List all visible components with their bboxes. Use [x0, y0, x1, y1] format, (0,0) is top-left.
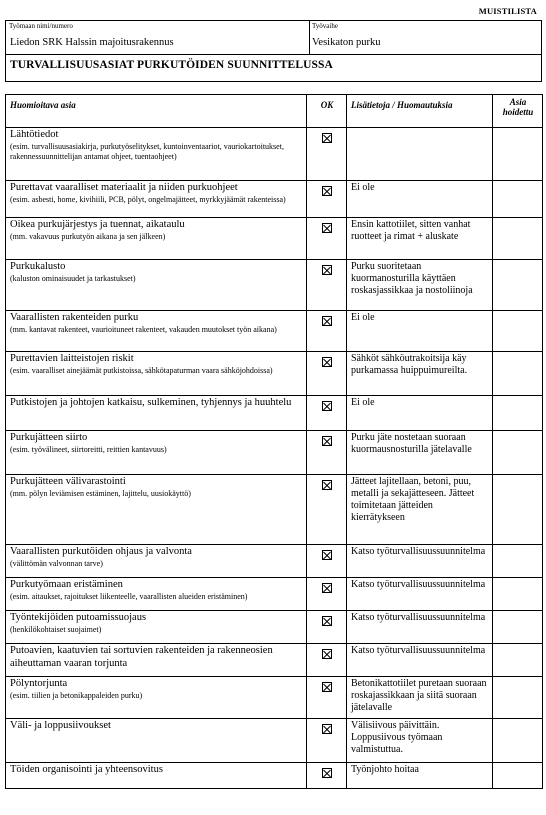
item-title: Vaarallisten purkutöiden ohjaus ja valvonta — [10, 546, 192, 557]
done-cell — [493, 644, 543, 677]
item-description: (esim. työvälineet, siirtoreitti, reittien kantavuus) — [10, 444, 167, 454]
item-cell — [6, 763, 307, 789]
done-cell — [493, 260, 543, 311]
done-cell — [493, 611, 543, 644]
done-cell — [493, 181, 543, 218]
table-row — [6, 218, 543, 260]
checked-box-icon[interactable] — [322, 357, 332, 367]
checked-box-icon[interactable] — [322, 480, 332, 490]
table-row — [6, 644, 543, 677]
site-name-value: Liedon SRK Halssin majoitusrakennus — [10, 37, 174, 48]
done-cell — [493, 545, 543, 578]
note-cell: Välisiivous päivittäin. Loppusiivous työmaan valmistuttua. — [347, 719, 493, 763]
note-cell: Sähköt sähköutrakoitsija käy purkamassa huippuimureilta. — [347, 352, 493, 396]
checked-box-icon[interactable] — [322, 682, 332, 692]
item-title: Purkujätteen välivarastointi — [10, 476, 126, 487]
column-header-done: Asia hoidettu — [493, 95, 543, 128]
table-row — [6, 260, 543, 311]
item-description: (välittömän valvonnan tarve) — [10, 558, 103, 568]
item-description: (esim. aitaukset, rajoitukset liikenteelle, vaarallisten alueiden eristäminen) — [10, 591, 248, 601]
checked-box-icon[interactable] — [322, 186, 332, 196]
item-cell — [6, 311, 307, 352]
item-cell — [6, 644, 307, 677]
table-row — [6, 545, 543, 578]
item-cell — [6, 431, 307, 475]
checked-box-icon[interactable] — [322, 223, 332, 233]
table-row — [6, 431, 543, 475]
ok-cell — [307, 128, 347, 181]
checked-box-icon[interactable] — [322, 649, 332, 659]
checklist-label: MUISTILISTA — [478, 6, 537, 16]
checked-box-icon[interactable] — [322, 724, 332, 734]
table-row — [6, 396, 543, 431]
item-description: (esim. vaaralliset ainejäämät putkistoissa, sähkötapaturman vaara sähköjohdoissa) — [10, 365, 273, 375]
checked-box-icon[interactable] — [322, 768, 332, 778]
ok-cell — [307, 218, 347, 260]
ok-cell — [307, 260, 347, 311]
item-description: (mm. kantavat rakenteet, vaurioituneet rakenteet, vakauden muutokset työn aikana) — [10, 324, 277, 334]
ok-cell — [307, 644, 347, 677]
done-cell — [493, 578, 543, 611]
note-cell: Katso työturvallisuussuunnitelma — [347, 644, 493, 677]
item-title: Purkujätteen siirto — [10, 432, 88, 443]
note-cell: Katso työturvallisuussuunnitelma — [347, 578, 493, 611]
table-row — [6, 475, 543, 545]
done-cell — [493, 431, 543, 475]
item-title: Töiden organisointi ja yhteensovitus — [10, 764, 163, 775]
table-row — [6, 763, 543, 789]
ok-cell — [307, 578, 347, 611]
table-row — [6, 611, 543, 644]
item-cell — [6, 475, 307, 545]
ok-cell — [307, 181, 347, 218]
table-row — [6, 352, 543, 396]
done-cell — [493, 311, 543, 352]
work-phase-label: Työvaihe — [312, 22, 338, 30]
item-cell — [6, 677, 307, 719]
table-header-row — [6, 95, 543, 128]
column-header-notes: Lisätietoja / Huomautuksia — [347, 95, 493, 128]
item-cell — [6, 260, 307, 311]
done-cell — [493, 352, 543, 396]
note-cell: Työnjohto hoitaa — [347, 763, 493, 789]
note-cell: Katso työturvallisuussuunnitelma — [347, 611, 493, 644]
checked-box-icon[interactable] — [322, 265, 332, 275]
item-cell — [6, 218, 307, 260]
note-cell — [347, 128, 493, 181]
item-title: Putoavien, kaatuvien tai sortuvien rakenteiden ja rakenneosien aiheuttaman vaaran torjunta — [10, 645, 273, 669]
item-title: Purkukalusto — [10, 261, 66, 272]
item-title: Lähtötiedot — [10, 129, 59, 140]
note-cell: Ei ole — [347, 396, 493, 431]
done-cell — [493, 218, 543, 260]
item-description: (esim. asbesti, home, kivihiili, PCB, pölyt, ongelmajätteet, myrkkyjäämät rakenteissa) — [10, 194, 286, 204]
done-cell — [493, 677, 543, 719]
item-cell — [6, 719, 307, 763]
item-title: Väli- ja loppusiivoukset — [10, 720, 111, 731]
item-cell — [6, 545, 307, 578]
ok-cell — [307, 311, 347, 352]
note-cell: Purku jäte nostetaan suoraan kuormausnosturilla jätelavalle — [347, 431, 493, 475]
note-cell: Ensin kattotiilet, sitten vanhat ruotteet ja rimat + aluskate — [347, 218, 493, 260]
item-title: Putkistojen ja johtojen katkaisu, sulkeminen, tyhjennys ja huuhtelu — [10, 397, 292, 408]
checked-box-icon[interactable] — [322, 616, 332, 626]
item-title: Oikea purkujärjestys ja tuennat, aikataulu — [10, 219, 185, 230]
item-description: (esim. turvallisuusasiakirja, purkutyöselitykset, kuntoinventaariot, vauriokartoitukset, rakennessuunnittelijan antamat ohjeet, tuentaohjeet) — [10, 141, 284, 161]
item-title: Työntekijöiden putoamissuojaus — [10, 612, 147, 623]
table-row — [6, 578, 543, 611]
item-description: (esim. tiilien ja betonikappaleiden purku) — [10, 690, 143, 700]
column-header-ok: OK — [307, 95, 347, 128]
done-cell — [493, 475, 543, 545]
item-description: (kaluston ominaisuudet ja tarkastukset) — [10, 273, 136, 283]
checked-box-icon[interactable] — [322, 401, 332, 411]
item-title: Vaarallisten rakenteiden purku — [10, 312, 139, 323]
checked-box-icon[interactable] — [322, 583, 332, 593]
done-cell — [493, 396, 543, 431]
note-cell: Ei ole — [347, 181, 493, 218]
ok-cell — [307, 352, 347, 396]
work-phase-value: Vesikaton purku — [312, 37, 381, 48]
table-row — [6, 311, 543, 352]
done-cell — [493, 128, 543, 181]
note-cell: Ei ole — [347, 311, 493, 352]
column-header-item: Huomioitava asia — [6, 95, 307, 128]
ok-cell — [307, 396, 347, 431]
item-title: Purettavien laitteistojen riskit — [10, 353, 134, 364]
checked-box-icon[interactable] — [322, 316, 332, 326]
done-cell — [493, 719, 543, 763]
item-cell — [6, 611, 307, 644]
ok-cell — [307, 611, 347, 644]
table-row — [6, 181, 543, 218]
item-description: (mm. vakavuus purkutyön aikana ja sen jälkeen) — [10, 231, 166, 241]
site-name-label: Työmaan nimi/numero — [9, 22, 73, 30]
note-cell: Jätteet lajitellaan, betoni, puu, metalli ja sekajätteseen. Jätteet toimitetaan jätteiden kierrätykseen — [347, 475, 493, 545]
table-row — [6, 719, 543, 763]
note-cell: Betonikattotiilet puretaan suoraan roskajassikkaan ja siitä suoraan jätelavalle — [347, 677, 493, 719]
item-cell — [6, 181, 307, 218]
item-cell — [6, 352, 307, 396]
document-title: TURVALLISUUSASIAT PURKUTÖIDEN SUUNNITTELUSSA — [10, 59, 333, 71]
done-cell — [493, 763, 543, 789]
checked-box-icon[interactable] — [322, 436, 332, 446]
document-header — [5, 20, 542, 82]
item-cell — [6, 578, 307, 611]
ok-cell — [307, 475, 347, 545]
checked-box-icon[interactable] — [322, 550, 332, 560]
ok-cell — [307, 763, 347, 789]
item-description: (mm. pölyn leviämisen estäminen, lajittelu, uusiokäyttö) — [10, 488, 191, 498]
item-cell — [6, 396, 307, 431]
item-cell — [6, 128, 307, 181]
checked-box-icon[interactable] — [322, 133, 332, 143]
note-cell: Purku suoritetaan kuormanosturilla käyttäen roskasjassikkaa ja nostoliinoja — [347, 260, 493, 311]
ok-cell — [307, 677, 347, 719]
safety-checklist-table — [5, 94, 543, 789]
ok-cell — [307, 431, 347, 475]
table-row — [6, 677, 543, 719]
item-description: (henkilökohtaiset suojaimet) — [10, 624, 102, 634]
ok-cell — [307, 719, 347, 763]
table-row — [6, 128, 543, 181]
item-title: Purettavat vaaralliset materiaalit ja niiden purkuohjeet — [10, 182, 238, 193]
note-cell: Katso työturvallisuussuunnitelma — [347, 545, 493, 578]
ok-cell — [307, 545, 347, 578]
item-title: Purkutyömaan eristäminen — [10, 579, 123, 590]
item-title: Pölyntorjunta — [10, 678, 68, 689]
